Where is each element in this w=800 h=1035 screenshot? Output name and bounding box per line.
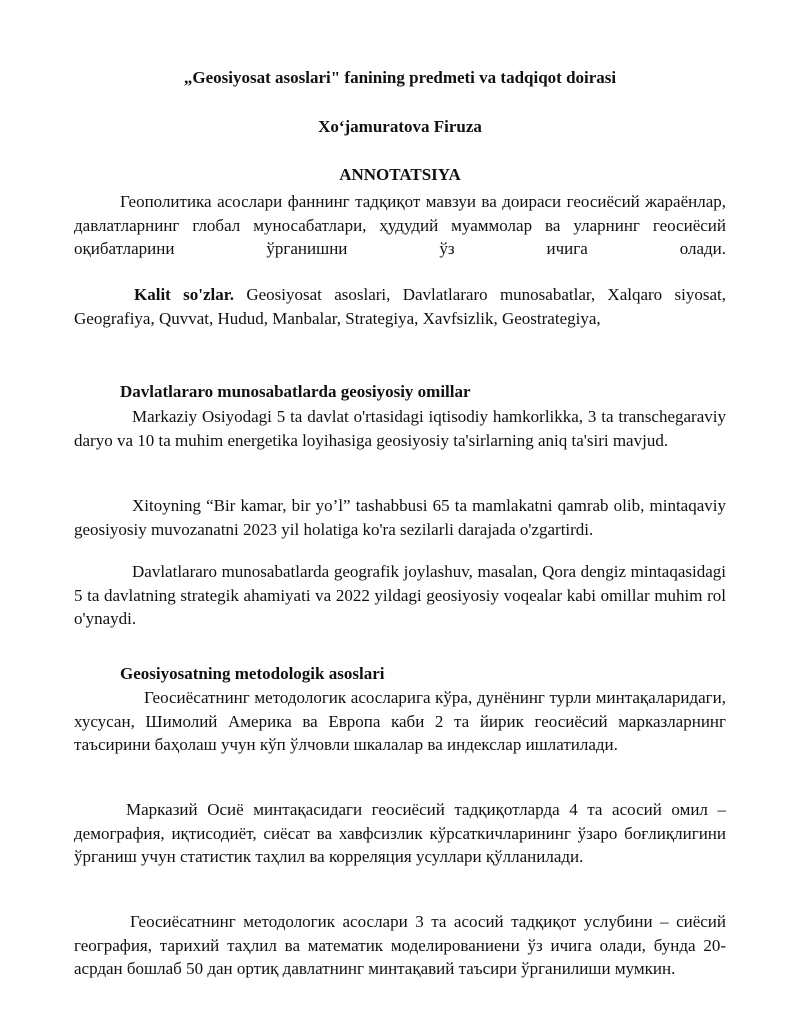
section2-paragraph-2: Марказий Осиё минтақасидаги геосиёсий тадқиқотларда 4 та асосий омил – демография, иқтисодиёт, сиёсат ва хавфсизлик кўрсаткичларининг ўзаро боғлиқлигини ўрганиш учун статистик таҳлил ва корреляция усуллари қўлланилади.	[74, 800, 726, 866]
section2-paragraph-3: Геосиёсатнинг методологик асослари 3 та асосий тадқиқот услубини – сиёсий география, тарихий таҳлил ва математик моделированиени ўз ичига олади, бунда 20-асрдан бошлаб 50 дан ортиқ давлатнинг минтақавий таъсири ўрганилиши мумкин.	[74, 912, 726, 978]
section-heading-methodology: Geosiyosatning metodologik asoslari	[120, 664, 385, 683]
section-heading-interstate: Davlatlararo munosabatlarda geosiyosiy omillar	[120, 382, 471, 401]
document-title: „Geosiyosat asoslari" fanining predmeti va tadqiqot doirasi	[183, 68, 617, 87]
section1-paragraph-3: Davlatlararo munosabatlarda geografik joylashuv, masalan, Qora dengiz mintaqasidagi 5 ta davlatning strategik ahamiyati va 2022 yildagi geosiyosiy voqealar kabi omillar muhim rol o'ynaydi.	[74, 562, 726, 628]
author-name: Xo‘jamuratova Firuza	[318, 117, 482, 136]
keywords-paragraph	[74, 283, 726, 330]
keywords-label: Kalit so'zlar.	[134, 285, 234, 304]
keywords-text: Geosiyosat asoslari, Davlatlararo munosabatlar, Xalqaro siyosat, Geografiya, Quvvat, Hudud, Manbalar, Strategiya, Xavfsizlik, Geostrategiya,	[74, 285, 726, 328]
annotation-paragraph: Геополитика асослари фаннинг тадқиқот мавзуи ва доираси геосиёсий жараёнлар, давлатларнинг глобал муносабатлари, ҳудудий муаммолар ва уларнинг геосиёсий оқибатларини ўрганишни ўз ичига олади.	[74, 192, 726, 258]
section1-paragraph-1: Markaziy Osiyodagi 5 ta davlat o'rtasidagi iqtisodiy hamkorlikka, 3 ta transchegaraviy daryo va 10 ta muhim energetika loyihasiga geosiyosiy ta'sirlarning aniq ta'siri mavjud.	[74, 407, 726, 450]
section2-paragraph-1: Геосиёсатнинг методологик асосларига кўра, дунёнинг турли минтақаларидаги, хусусан, Шимолий Америка ва Европа каби 2 та йирик геосиёсий марказларнинг таъсирини баҳолаш учун кўп ўлчовли шкалалар ва индекслар ишлатилади.	[74, 688, 726, 754]
section1-paragraph-2: Xitoyning “Bir kamar, bir yo’l” tashabbusi 65 ta mamlakatni qamrab olib, mintaqaviy geosiyosiy muvozanatni 2023 yil holatiga ko'ra sezilarli darajada o'zgartirdi.	[74, 496, 726, 539]
annotation-heading: ANNOTATSIYA	[339, 165, 461, 184]
